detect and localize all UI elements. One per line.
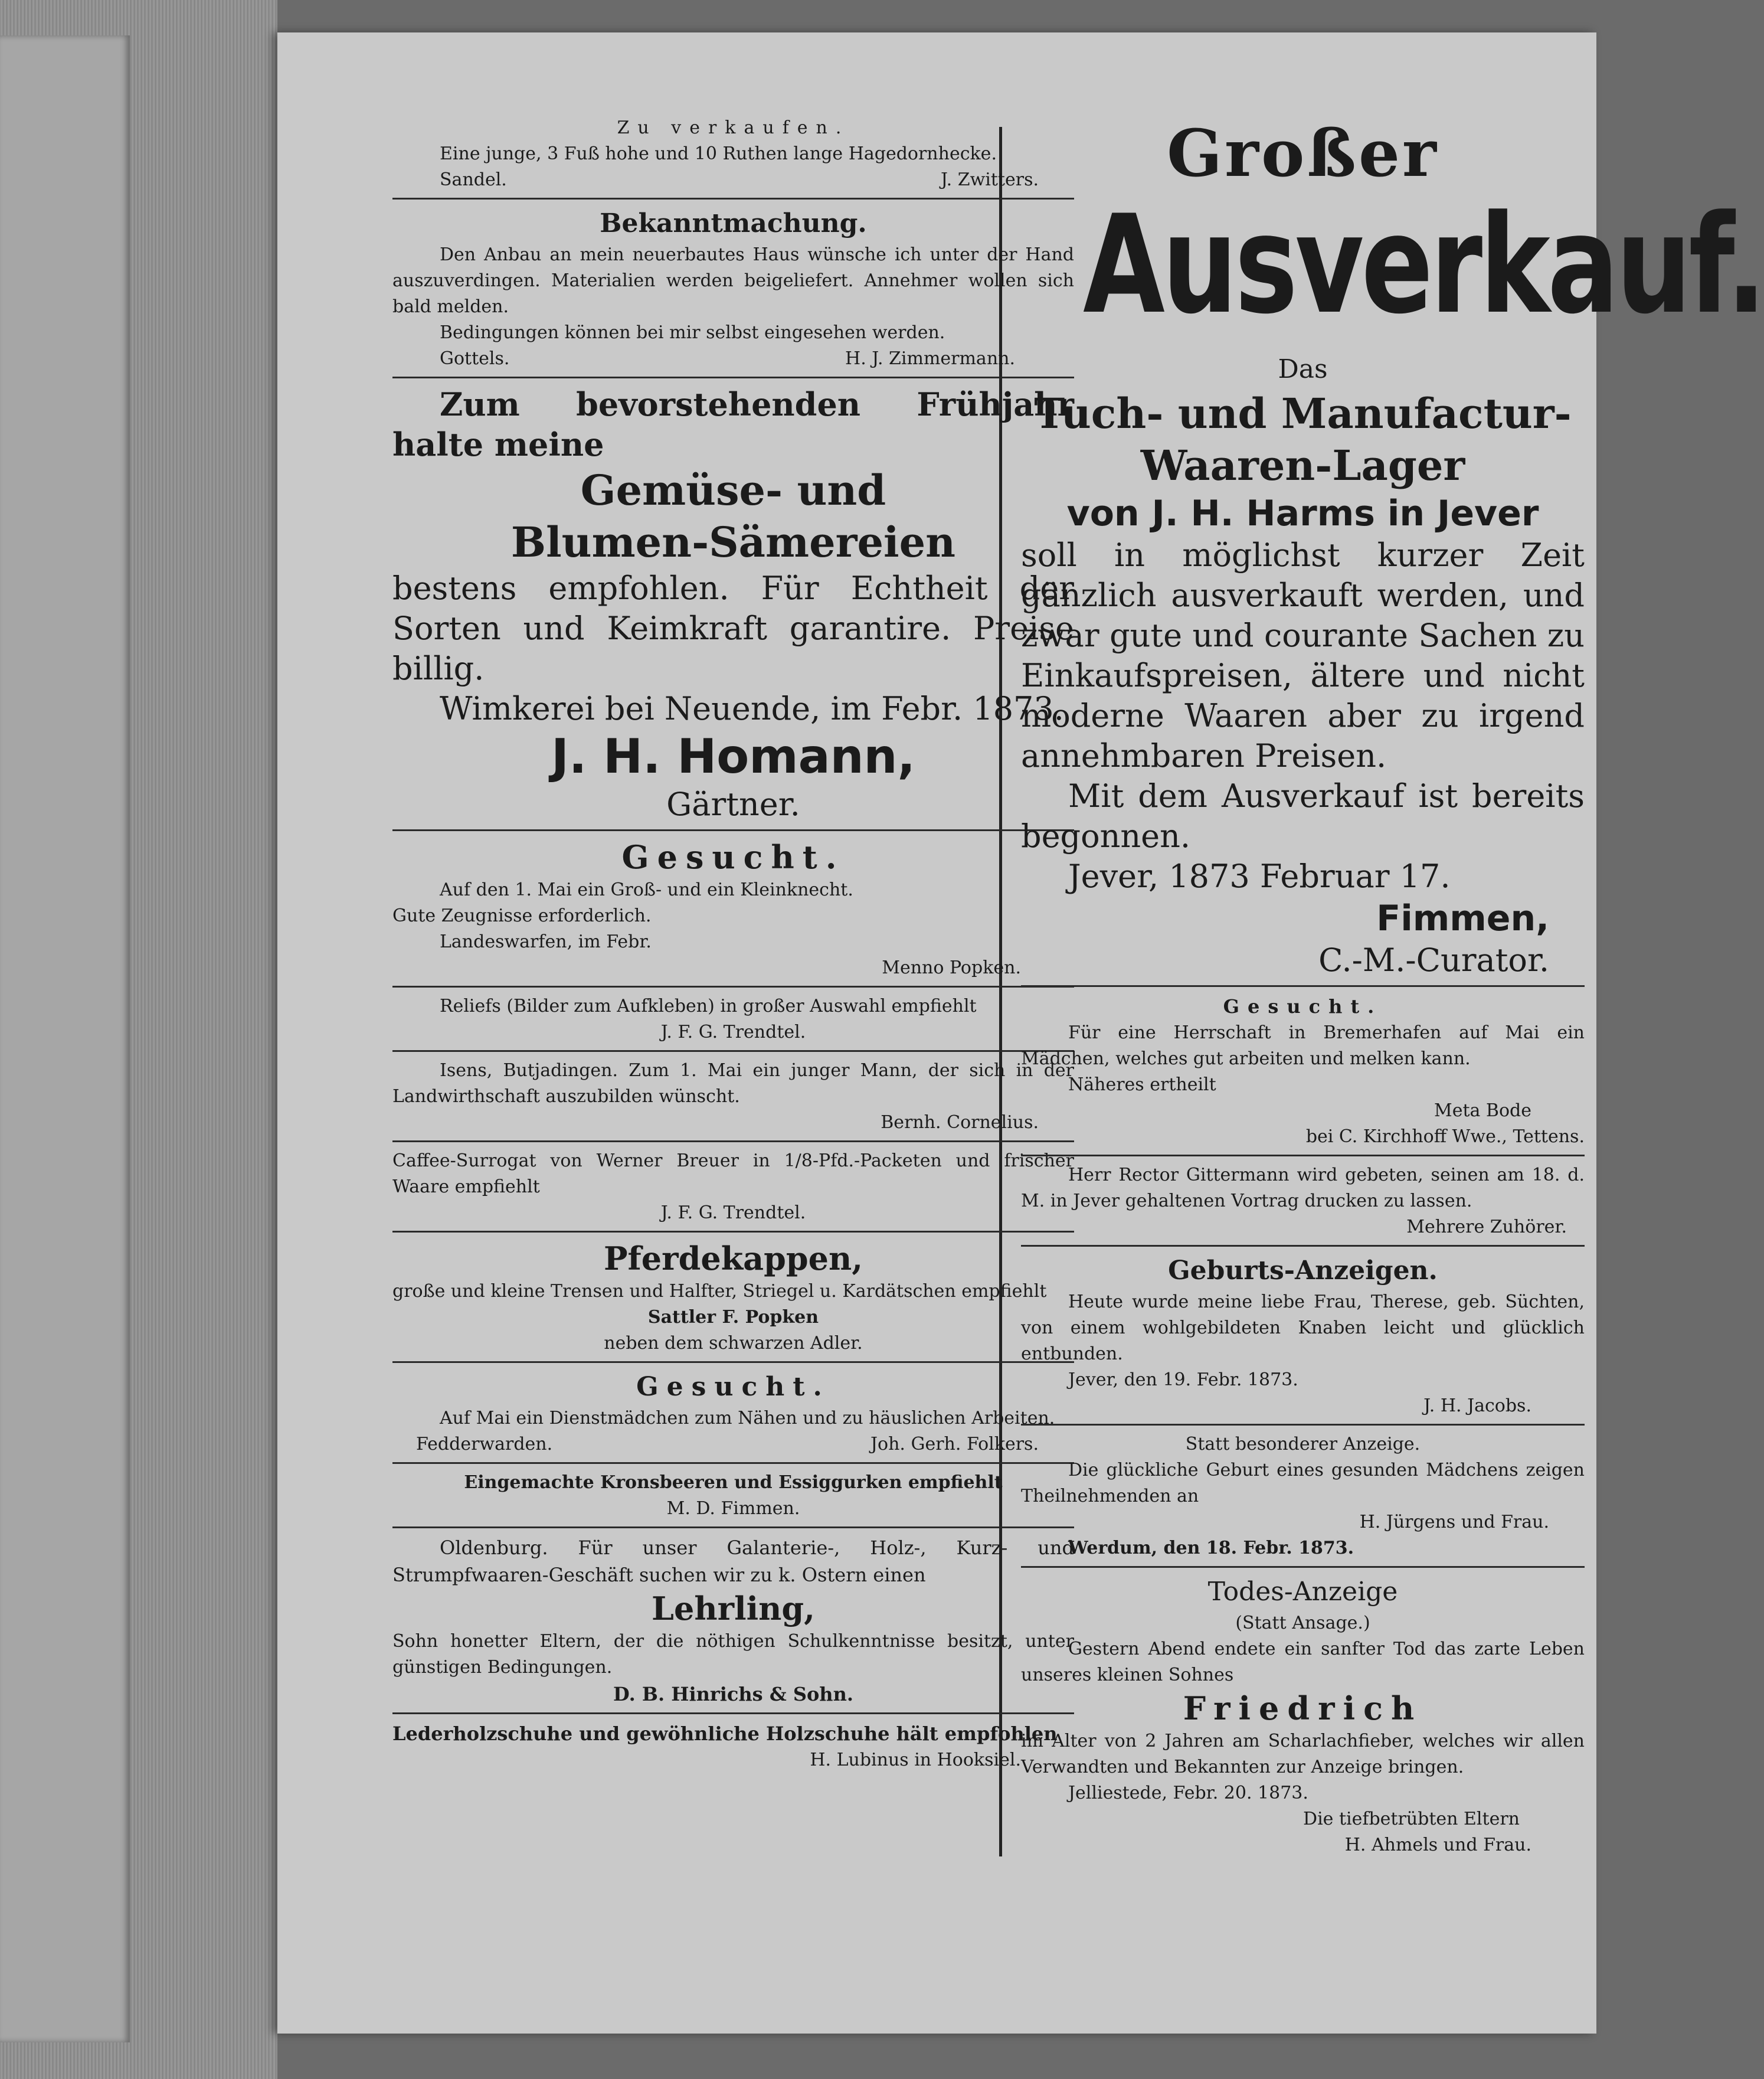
ad-body: Den Anbau an mein neuerbautes Haus wünsche ich unter der Hand auszuverdingen. Materialien werden beigeliefert. Annehmer wollen sich bald melden. [392, 244, 1074, 317]
ad-body-2: Gute Zeugnisse erforderlich. [392, 906, 652, 926]
ad-isens [392, 1058, 1074, 1142]
ad-body: Caffee-Surrogat von Werner Breuer in 1/8-Pfd.-Packeten und frischer Waare empfiehlt [392, 1150, 1074, 1197]
ad-body-2: Mit dem Ausverkauf ist bereits begonnen. [1021, 777, 1585, 855]
ad-body: Eingemachte Kronsbeeren und Essiggurken empfiehlt [464, 1472, 1003, 1493]
divider [1021, 1566, 1585, 1568]
ad-headline-2: Blumen-Sämereien [510, 518, 956, 567]
ad-place: Gottels. [440, 348, 510, 369]
ad-geburts-anzeigen [1021, 1253, 1585, 1426]
ad-kronsbeeren [392, 1470, 1074, 1528]
ad-pferdekappen [392, 1238, 1074, 1363]
ad-signer: Sattler F. Popken [647, 1307, 819, 1328]
ad-placedate: Jelliestede, Febr. 20. 1873. [1068, 1783, 1308, 1803]
ad-body: Auf Mai ein Dienstmädchen zum Nähen und zu häuslichen Arbeiten. [440, 1408, 1055, 1429]
ad-body: Die glückliche Geburt eines gesunden Mädchens zeigen Theilnehmenden an [1021, 1460, 1585, 1506]
ad-body: Oldenburg. Für unser Galanterie-, Holz-, Kurz- und Strumpfwaaren-Geschäft suchen wir zu k. Ostern einen [392, 1537, 1074, 1586]
ad-place: Landeswarfen, im Febr. [440, 931, 652, 952]
ad-place: Sandel. [440, 169, 507, 190]
divider [392, 1462, 1074, 1464]
divider [392, 829, 1074, 831]
ad-gesucht-dienstmaedchen [392, 1369, 1074, 1464]
book-cover [0, 35, 130, 2042]
ad-line-1: Tuch- und Manufactur- [1034, 389, 1572, 438]
ad-placedate: Jever, 1873 Februar 17. [1068, 858, 1451, 895]
divider [392, 1526, 1074, 1528]
ad-role: C.-M.-Curator. [1318, 942, 1549, 979]
ad-signer-2: bei C. Kirchhoff Wwe., Tettens. [1305, 1126, 1585, 1147]
ad-lehrling [392, 1534, 1074, 1714]
ad-signer: H. Jürgens und Frau. [1359, 1512, 1549, 1532]
ad-signer: J. F. G. Trendtel. [660, 1202, 806, 1223]
ad-rector-gittermann [1021, 1162, 1585, 1247]
ad-signer-2: H. Ahmels und Frau. [1344, 1835, 1531, 1855]
ad-signer: Bernh. Cornelius. [881, 1112, 1039, 1133]
ad-body-2: Näheres ertheilt [1068, 1074, 1216, 1095]
ad-line-3: von J. H. Harms in Jever [1066, 493, 1539, 534]
ad-title: Todes-Anzeige [1207, 1577, 1398, 1607]
divider [1021, 985, 1585, 987]
ad-body: große und kleine Trensen und Halfter, Striegel u. Kardätschen empfiehlt [392, 1281, 1047, 1302]
ad-placedate: Wimkerei bei Neuende, im Febr. 1873. [440, 690, 1064, 727]
ad-title: Gesucht. [1223, 995, 1383, 1018]
ad-signer: Fimmen, [1376, 898, 1549, 939]
ad-signer: J. F. G. Trendtel. [660, 1022, 806, 1042]
ad-headline: Gemüse- und [580, 466, 886, 515]
ad-line-2: Waaren-Lager [1140, 441, 1465, 490]
ad-signer: Meta Bode [1434, 1100, 1531, 1121]
ad-signer: Menno Popken. [882, 957, 1021, 978]
ad-body-2: im Alter von 2 Jahren am Scharlachfieber, welches wir allen Verwandten und Bekannten zur Anzeige bringen. [1021, 1731, 1585, 1777]
ad-signer: D. B. Hinrichs & Sohn. [613, 1683, 853, 1705]
ad-placedate: Jever, den 19. Febr. 1873. [1068, 1369, 1298, 1390]
ad-signer: J. H. Jacobs. [1423, 1395, 1531, 1416]
ad-body: soll in möglichst kurzer Zeit gänzlich ausverkauft werden, und zwar gute und courante Sachen zu Einkaufspreisen, ältere und nicht moderne Waaren aber zu irgend annehmbaren Preisen. [1021, 537, 1585, 774]
ad-subtitle: (Statt Ansage.) [1235, 1613, 1370, 1633]
divider [392, 1712, 1074, 1714]
ad-body: Für eine Herrschaft in Bremerhafen auf Mai ein Mädchen, welches gut arbeiten und melken kann. [1021, 1022, 1585, 1069]
ad-body: Lederholzschuhe und gewöhnliche Holzschuhe hält empfohlen [392, 1722, 1058, 1745]
ad-headline: Ausverkauf. [1083, 187, 1764, 344]
divider [392, 1231, 1074, 1233]
ad-signer: M. D. Fimmen. [666, 1498, 800, 1519]
divider [392, 1361, 1074, 1363]
ad-signer: Mehrere Zuhörer. [1406, 1217, 1567, 1237]
ad-title: Bekanntmachung. [600, 208, 867, 238]
ad-intro: Zum bevorstehenden Frühjahr halte meine [392, 385, 1074, 463]
ad-saemereien [392, 384, 1074, 831]
ad-title: Geburts-Anzeigen. [1168, 1256, 1438, 1286]
divider [392, 198, 1074, 200]
ad-signer: Die tiefbetrübten Eltern [1303, 1809, 1520, 1829]
ad-signer-2: neben dem schwarzen Adler. [604, 1333, 863, 1354]
ad-body: Heute wurde meine liebe Frau, Therese, geb. Süchten, von einem wohlgebildeten Knaben leicht und glücklich entbunden. [1021, 1292, 1585, 1364]
ad-signer: Joh. Gerh. Folkers. [870, 1434, 1039, 1454]
ad-signer: H. Lubinus in Hooksiel. [810, 1750, 1021, 1770]
divider [1021, 1424, 1585, 1426]
divider [392, 1140, 1074, 1142]
ad-das: Das [1278, 354, 1328, 384]
divider [1021, 1245, 1585, 1247]
ad-title: Gesucht. [621, 838, 845, 876]
ad-signer: J. Zwitters. [940, 169, 1039, 190]
ad-ausverkauf [1021, 115, 1764, 987]
ad-geburt-maedchen [1021, 1431, 1585, 1568]
ad-caffee-surrogat [392, 1148, 1074, 1233]
ad-title: Zu verkaufen. [617, 117, 850, 138]
ad-body: Reliefs (Bilder zum Aufkleben) in großer Auswahl empfiehlt [440, 996, 977, 1016]
ad-reliefs [392, 993, 1074, 1052]
ad-place: Fedderwarden. [416, 1434, 553, 1454]
ad-body: Gestern Abend endete ein sanfter Tod das zarte Leben unseres kleinen Sohnes [1021, 1639, 1585, 1685]
ad-body: Eine junge, 3 Fuß hohe und 10 Ruthen lange Hagedornhecke. [440, 143, 997, 164]
divider [392, 986, 1074, 988]
ad-name: Friedrich [1183, 1689, 1423, 1727]
newspaper-page [277, 32, 1764, 2034]
ad-placedate: Werdum, den 18. Febr. 1873. [1068, 1538, 1354, 1558]
right-column [1021, 115, 1764, 1858]
divider [392, 1050, 1074, 1052]
ad-kicker: Großer [1167, 115, 1439, 191]
ad-body: Herr Rector Gittermann wird gebeten, seinen am 18. d. M. in Jever gehaltenen Vortrag drucken zu lassen. [1021, 1165, 1585, 1211]
ad-signer: H. J. Zimmermann. [845, 348, 1015, 369]
ad-firm: J. H. Homann, [551, 729, 915, 784]
ad-todes-anzeige [1021, 1574, 1585, 1858]
ad-gesucht-knecht [392, 837, 1074, 988]
divider [392, 377, 1074, 378]
ad-body: bestens empfohlen. Für Echtheit der Sorten und Keimkraft garantire. Preise billig. [392, 570, 1074, 687]
ad-title: Pferdekappen, [603, 1240, 863, 1277]
ad-gesucht-maedchen [1021, 993, 1585, 1156]
divider [1021, 1155, 1585, 1156]
ad-zu-verkaufen [392, 115, 1074, 200]
left-column [392, 115, 1074, 1773]
ad-title: Gesucht. [636, 1372, 830, 1402]
ad-body-2: Sohn honetter Eltern, der die nöthigen Schulkenntnisse besitzt, unter günstigen Bedingungen. [392, 1631, 1074, 1678]
ad-headline: Lehrling, [652, 1590, 815, 1627]
ad-bekanntmachung [392, 205, 1074, 378]
ad-holzschuhe [392, 1720, 1074, 1773]
ad-body: Auf den 1. Mai ein Groß- und ein Kleinknecht. [440, 880, 853, 900]
ad-intro: Statt besonderer Anzeige. [1185, 1434, 1421, 1454]
ad-role: Gärtner. [666, 786, 800, 823]
ad-body: Isens, Butjadingen. Zum 1. Mai ein junger Mann, der sich in der Landwirthschaft auszubilden wünscht. [392, 1060, 1074, 1107]
ad-body-2: Bedingungen können bei mir selbst eingesehen werden. [440, 322, 945, 343]
